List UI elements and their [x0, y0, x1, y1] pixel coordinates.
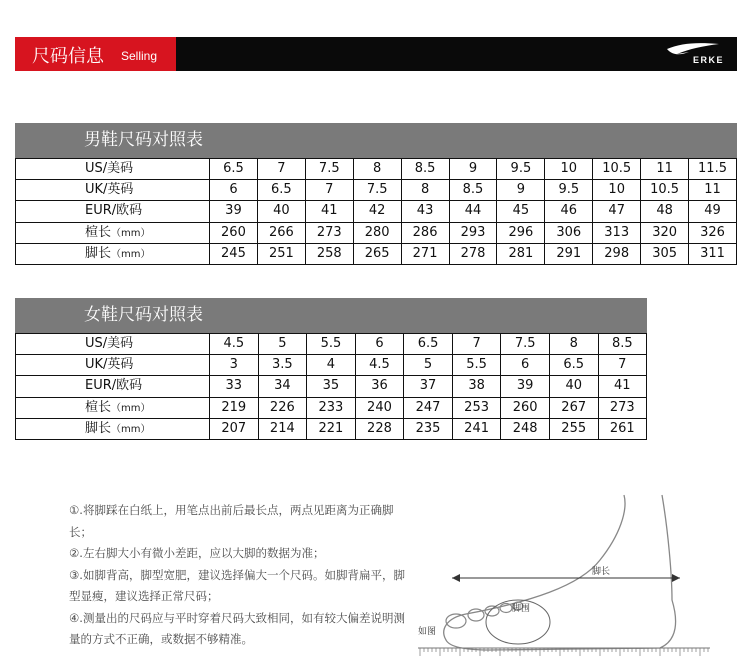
- table-row: [16, 222, 736, 243]
- size-cell: 6.5: [210, 159, 258, 179]
- table-row: [16, 179, 736, 200]
- table-row: [16, 200, 736, 221]
- size-cell: 34: [259, 376, 308, 396]
- size-cell: 5: [259, 334, 308, 354]
- table-row: [16, 397, 646, 418]
- row-label: [16, 419, 210, 439]
- size-cell: 260: [501, 398, 550, 418]
- row-label: [16, 355, 210, 375]
- size-cell: 9.5: [545, 180, 593, 200]
- size-cell: 241: [453, 419, 502, 439]
- size-cell: 235: [404, 419, 453, 439]
- row-label-text: 脚长: [85, 245, 112, 261]
- row-label: [16, 159, 210, 179]
- size-cell: 6.5: [550, 355, 599, 375]
- size-cell: 6: [356, 334, 405, 354]
- size-cell: 45: [497, 201, 545, 221]
- size-cell: 5.5: [307, 334, 356, 354]
- size-cell: 226: [259, 398, 308, 418]
- size-cell: 4: [307, 355, 356, 375]
- size-cell: 3.5: [259, 355, 308, 375]
- note-2: ②.左右脚大小有微小差距，应以大脚的数据为准；: [69, 546, 325, 560]
- table-row: [16, 418, 646, 439]
- row-label-unit: （mm）: [111, 423, 151, 435]
- size-cell: 46: [545, 201, 593, 221]
- size-cell: 245: [210, 244, 258, 264]
- size-cell: 261: [609, 420, 635, 436]
- size-cell: 39: [501, 376, 550, 396]
- measurement-notes: [69, 500, 409, 651]
- table-row: [16, 158, 736, 179]
- size-cell: 247: [404, 398, 453, 418]
- men-table-title: 男鞋尺码对照表: [15, 123, 737, 158]
- size-cell: 219: [210, 398, 259, 418]
- size-cell: 265: [354, 244, 402, 264]
- size-cell: 273: [609, 399, 635, 415]
- size-cell: 273: [306, 223, 354, 243]
- row-label-unit: （mm）: [111, 248, 151, 260]
- size-cell: 221: [307, 419, 356, 439]
- size-cell: 8: [402, 180, 450, 200]
- size-cell: 37: [404, 376, 453, 396]
- size-cell: 9.5: [497, 159, 545, 179]
- row-label-unit: （mm）: [111, 402, 151, 414]
- row-label-text: UK/英码: [85, 182, 134, 198]
- size-cell: 8: [550, 334, 599, 354]
- size-cell: 293: [450, 223, 498, 243]
- table-row: [16, 333, 646, 354]
- size-cell: 40: [258, 201, 306, 221]
- row-label-text: EUR/欧码: [85, 203, 143, 219]
- row-label-text: 脚长: [85, 420, 112, 436]
- size-cell: 43: [402, 201, 450, 221]
- size-cell: 313: [593, 223, 641, 243]
- size-cell: 7.5: [501, 334, 550, 354]
- size-cell: 240: [356, 398, 405, 418]
- size-cell: 258: [306, 244, 354, 264]
- size-cell: 281: [497, 244, 545, 264]
- header-subtitle: Selling: [121, 49, 158, 63]
- size-cell: 47: [593, 201, 641, 221]
- size-cell: 296: [497, 223, 545, 243]
- row-label-text: US/美码: [85, 161, 134, 176]
- size-cell: 7: [453, 334, 502, 354]
- note-4: ④.测量出的尺码应与平时穿着尺码大致相同，如有较大偏差说明测量的方式不正确，或数据不够精准。: [69, 610, 405, 646]
- size-cell: 214: [259, 419, 308, 439]
- row-label: [16, 180, 210, 200]
- size-cell: 11: [704, 182, 721, 198]
- size-cell: 10: [545, 159, 593, 179]
- size-cell: 7.5: [306, 159, 354, 179]
- size-cell: 8.5: [402, 159, 450, 179]
- size-cell: 33: [210, 376, 259, 396]
- size-cell: 6.5: [258, 180, 306, 200]
- foot-girth-label: 脚围: [512, 604, 531, 614]
- size-cell: 305: [641, 244, 689, 264]
- size-cell: 326: [700, 224, 725, 240]
- size-cell: 233: [307, 398, 356, 418]
- size-cell: 41: [614, 378, 631, 394]
- size-cell: 3: [210, 355, 259, 375]
- size-cell: 298: [593, 244, 641, 264]
- size-cell: 207: [210, 419, 259, 439]
- size-cell: 248: [501, 419, 550, 439]
- size-cell: 5.5: [453, 355, 502, 375]
- size-cell: 311: [700, 245, 725, 261]
- size-cell: 10.5: [593, 159, 641, 179]
- size-cell: 255: [550, 419, 599, 439]
- size-cell: 36: [356, 376, 405, 396]
- size-cell: 40: [550, 376, 599, 396]
- size-cell: 6: [210, 180, 258, 200]
- size-cell: 7.5: [354, 180, 402, 200]
- size-cell: 7: [258, 159, 306, 179]
- table-row: [16, 375, 646, 396]
- size-cell: 38: [453, 376, 502, 396]
- size-cell: 9: [450, 159, 498, 179]
- size-info-header: [15, 37, 737, 71]
- size-cell: 286: [402, 223, 450, 243]
- size-cell: 278: [450, 244, 498, 264]
- table-row: [16, 354, 646, 375]
- size-cell: 306: [545, 223, 593, 243]
- as-shown-label: 如图: [418, 627, 437, 637]
- size-cell: 49: [704, 203, 721, 219]
- size-cell: 39: [210, 201, 258, 221]
- header-title: 尺码信息: [32, 46, 104, 67]
- row-label-text: EUR/欧码: [85, 378, 143, 394]
- size-cell: 7: [618, 357, 627, 373]
- size-cell: 4.5: [356, 355, 405, 375]
- row-label: [16, 244, 210, 264]
- row-label-text: 楦长: [85, 224, 112, 240]
- size-cell: 11: [641, 159, 689, 179]
- size-cell: 10.5: [641, 180, 689, 200]
- size-cell: 253: [453, 398, 502, 418]
- row-label: [16, 223, 210, 243]
- row-label: [16, 201, 210, 221]
- size-cell: 42: [354, 201, 402, 221]
- size-cell: 8: [354, 159, 402, 179]
- row-label: [16, 398, 210, 418]
- row-label-text: UK/英码: [85, 357, 134, 373]
- row-label-text: US/美码: [85, 336, 134, 351]
- size-cell: 260: [210, 223, 258, 243]
- size-cell: 6.5: [404, 334, 453, 354]
- size-cell: 6: [501, 355, 550, 375]
- size-cell: 41: [306, 201, 354, 221]
- row-label: [16, 376, 210, 396]
- foot-outline: [444, 495, 676, 650]
- logo-wordmark: ERKE: [692, 55, 724, 65]
- women-table-title: 女鞋尺码对照表: [15, 298, 647, 333]
- size-cell: 271: [402, 244, 450, 264]
- ruler-ticks: [420, 648, 708, 656]
- size-cell: 8.5: [450, 180, 498, 200]
- size-cell: 11.5: [698, 161, 727, 176]
- size-cell: 266: [258, 223, 306, 243]
- row-label: [16, 334, 210, 354]
- size-cell: 280: [354, 223, 402, 243]
- foot-length-label: 脚长: [592, 567, 611, 577]
- size-cell: 8.5: [611, 336, 633, 351]
- row-label-text: 楦长: [85, 399, 112, 415]
- size-cell: 228: [356, 419, 405, 439]
- women-size-table: [15, 298, 647, 440]
- note-1: ①.将脚踩在白纸上，用笔点出前后最长点，两点见距离为正确脚长；: [69, 503, 394, 539]
- size-cell: 320: [641, 223, 689, 243]
- table-row: [16, 243, 736, 264]
- size-cell: 267: [550, 398, 599, 418]
- size-cell: 9: [497, 180, 545, 200]
- foot-measurement-diagram: [410, 490, 710, 670]
- size-cell: 7: [306, 180, 354, 200]
- men-size-table: [15, 123, 737, 265]
- size-cell: 291: [545, 244, 593, 264]
- size-cell: 4.5: [210, 334, 259, 354]
- size-cell: 44: [450, 201, 498, 221]
- size-cell: 251: [258, 244, 306, 264]
- size-cell: 5: [404, 355, 453, 375]
- note-3: ③.如脚背高，脚型宽肥，建议选择偏大一个尺码。如脚背扁平，脚型显瘦，建议选择正常尺码；: [69, 567, 405, 603]
- size-cell: 10: [593, 180, 641, 200]
- size-cell: 48: [641, 201, 689, 221]
- size-cell: 35: [307, 376, 356, 396]
- row-label-unit: （mm）: [111, 227, 151, 239]
